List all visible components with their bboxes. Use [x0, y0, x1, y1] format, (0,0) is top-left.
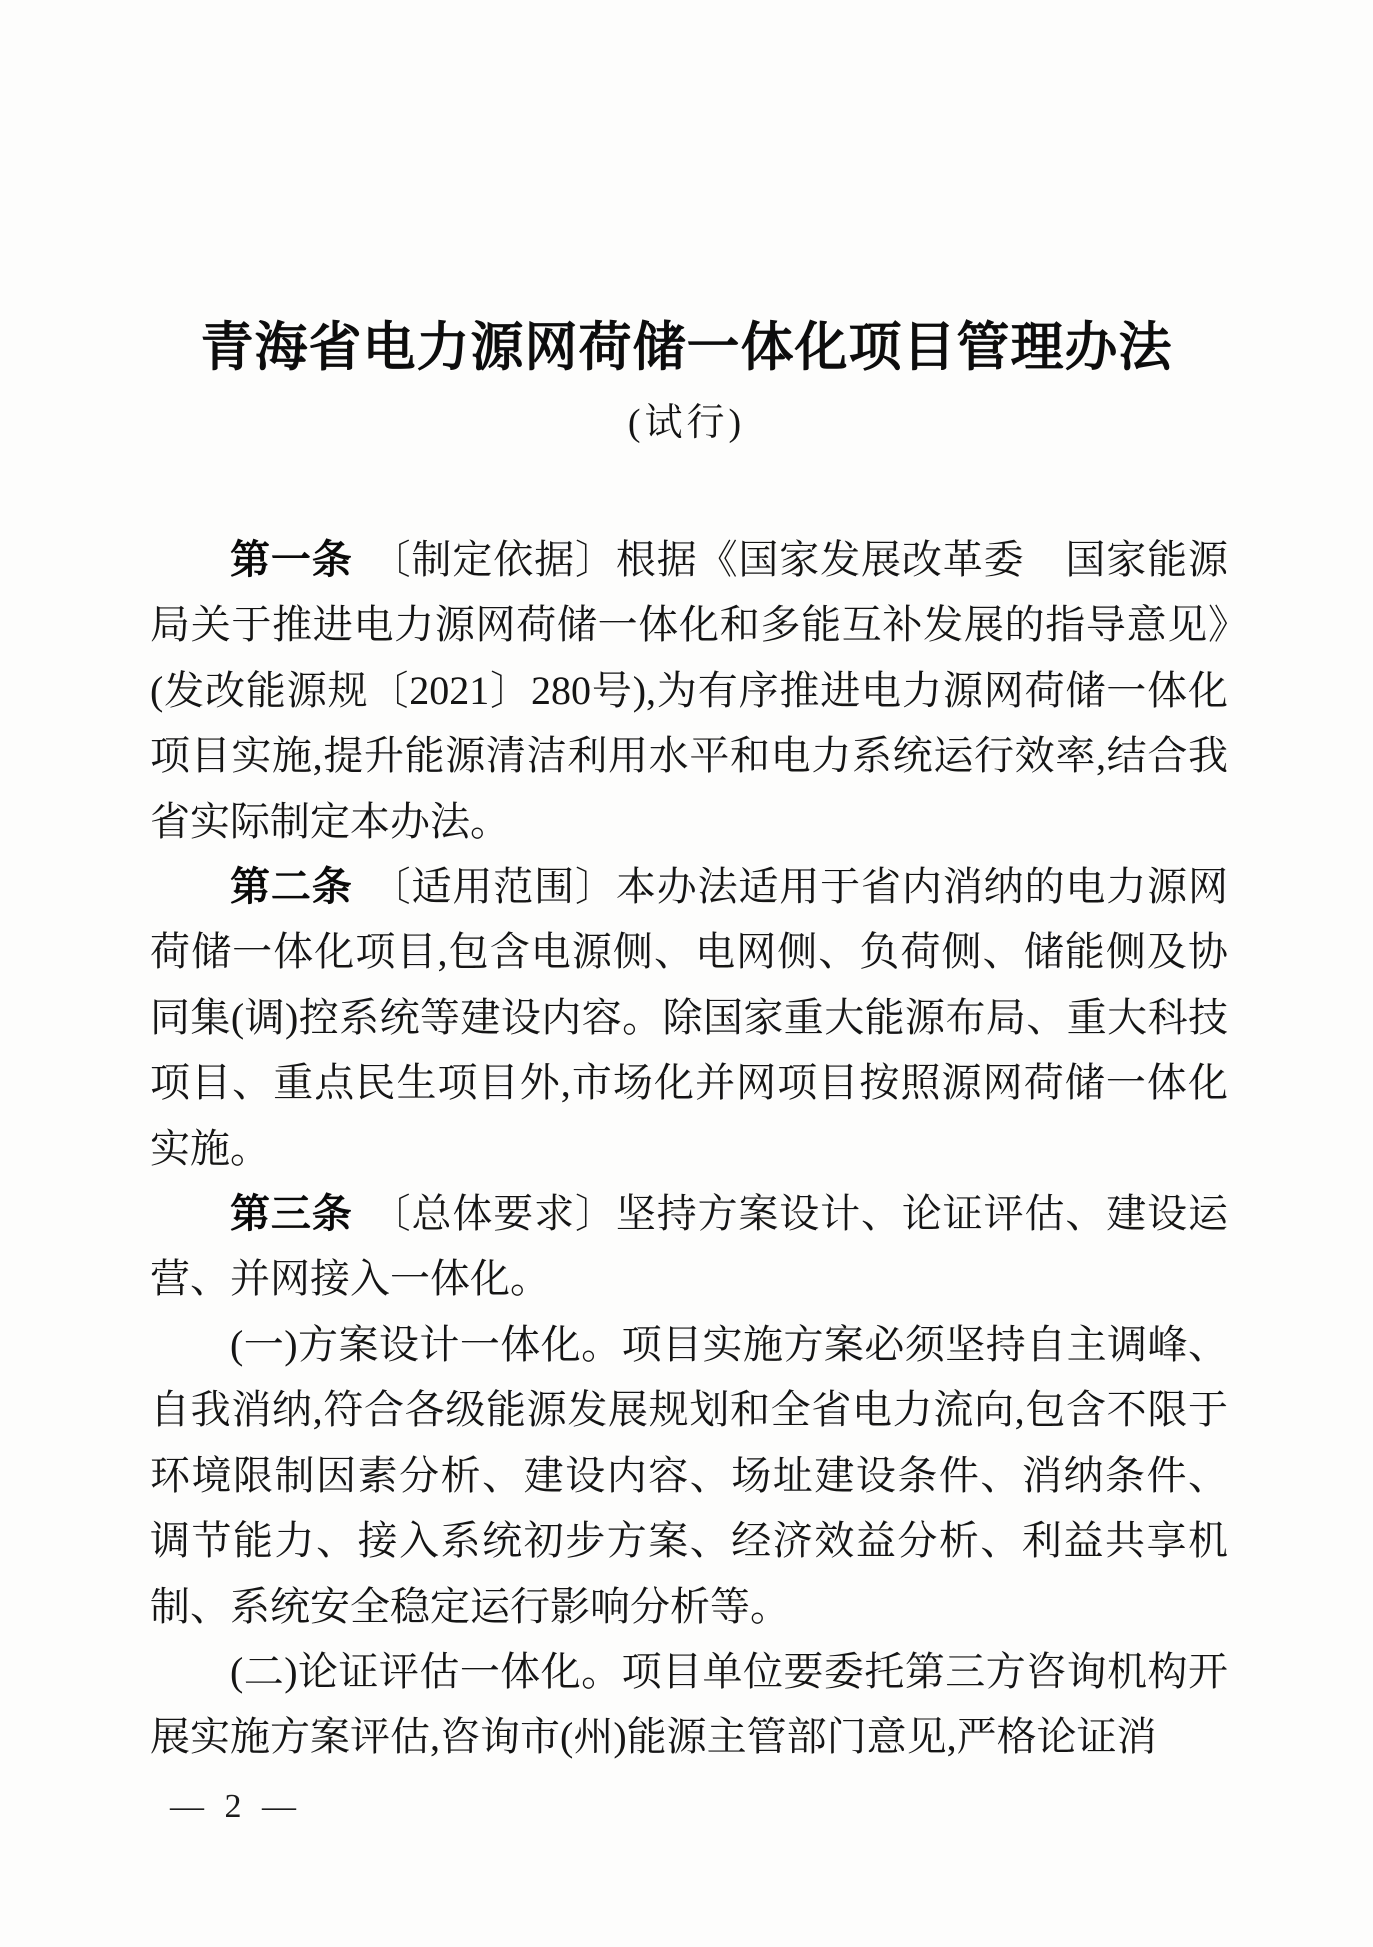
paragraph-item-2	[150, 1639, 1228, 1770]
paragraph-article-2	[150, 854, 1228, 1181]
page-number: — 2 —	[170, 1788, 302, 1825]
document-subtitle: (试行)	[627, 402, 746, 444]
article-1-text: 〔制定依据〕根据《国家发展改革委 国家能源局关于推进电力源网荷储一体化和多能互补发展的指导意见》(发改能源规〔2021〕280号),为有序推进电力源网荷储一体化项目实施,提升能源清洁利用水平和电力系统运行效率,结合我省实际制定本办法。	[150, 537, 1229, 844]
item-1-text: (一)方案设计一体化。项目实施方案必须坚持自主调峰、自我消纳,符合各级能源发展规划和全省电力流向,包含不限于环境限制因素分析、建设内容、场址建设条件、消纳条件、调节能力、接入系统初步方案、经济效益分析、利益共享机制、系统安全稳定运行影响分析等。	[150, 1321, 1228, 1629]
document-body	[150, 527, 1228, 1770]
article-2-number: 第二条	[230, 864, 353, 910]
article-3-text: 〔总体要求〕坚持方案设计、论证评估、建设运营、并网接入一体化。	[150, 1191, 1229, 1302]
article-2-text: 〔适用范围〕本办法适用于省内消纳的电力源网荷储一体化项目,包含电源侧、电网侧、负荷侧、储能侧及协同集(调)控系统等建设内容。除国家重大能源布局、重大科技项目、重点民生项目外,市场化并网项目按照源网荷储一体化实施。	[150, 864, 1229, 1171]
article-3-number: 第三条	[230, 1191, 353, 1237]
item-2-text: (二)论证评估一体化。项目单位要委托第三方咨询机构开展实施方案评估,咨询市(州)能源主管部门意见,严格论证消	[150, 1648, 1228, 1760]
paragraph-article-3	[150, 1181, 1228, 1312]
document-title: 青海省电力源网荷储一体化项目管理办法	[200, 319, 1173, 377]
paragraph-item-1	[150, 1312, 1228, 1639]
paragraph-article-1	[150, 527, 1228, 854]
article-1-number: 第一条	[230, 537, 353, 582]
